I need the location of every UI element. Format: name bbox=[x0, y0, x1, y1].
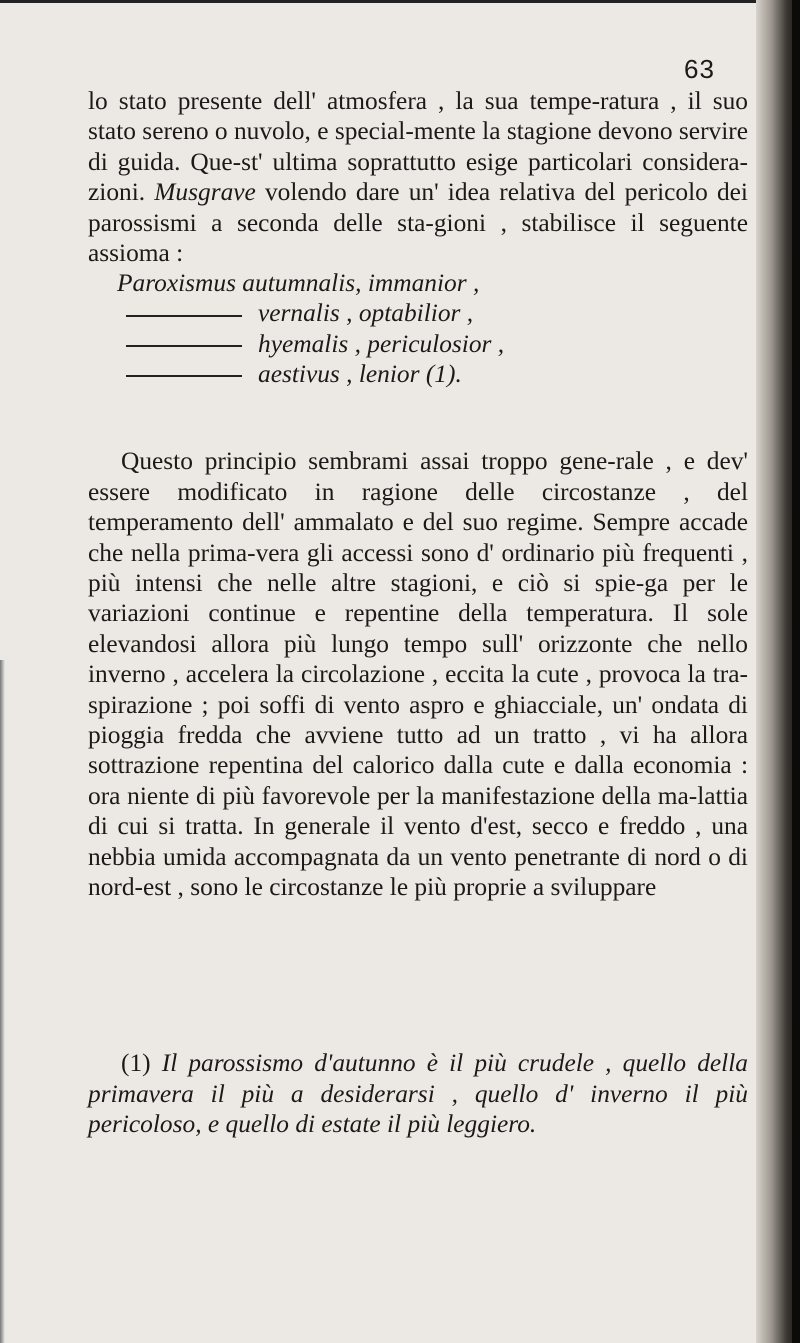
dash-rule bbox=[126, 315, 242, 317]
paragraph-1-text: lo stato presente dell' atmosfera , la sua tempe-ratura , il suo stato sereno o nuvolo, e special-mente la stagione devono servire di guida. Que-st' ultima soprattutto esige particolari considera-zioni. bbox=[88, 87, 748, 207]
paragraph-1b-text: volendo dare un' idea relativa del pericolo dei parossismi a seconda delle sta-gioni , stabilisce il seguente assioma : bbox=[88, 178, 748, 268]
dash-rule bbox=[126, 375, 242, 377]
dash-rule bbox=[126, 345, 242, 347]
paragraph-2-text: Questo principio sembrami assai troppo gene-rale , e dev' essere modificato in ragione delle circostanze , del temperamento dell' ammalato e del suo regime. Sempre accade che nella prima-vera gli accessi sono d' ordinario più frequenti , più intensi che nelle altre stagioni, e ciò si spie-ga per le variazioni continue e repentine della temperatura. Il sole elevandosi allora più lungo tempo sull' orizzonte che nello inverno , accelera la circolazione , eccita la cute , provoca la tra-spirazione ; poi soffi di vento aspro e ghiacciale, un' ondata di pioggia fredda che avviene tutto ad un tratto , vi ha allora sottrazione repentina del calorico dalla cute e dalla economia : ora niente di più favorevole per la manifestazione della ma-lattia di cui si tratta. In generale il vento d'est, secco e freddo , una nebbia umida accompagnata da un vento penetrante di nord o di nord-est , sono le circostanze le più proprie a sviluppare bbox=[88, 447, 748, 902]
author-name: Musgrave bbox=[154, 178, 256, 207]
left-edge-shadow bbox=[0, 660, 5, 1343]
paragraph-2 bbox=[88, 421, 748, 928]
formula-line: vernalis , optabilior , bbox=[88, 298, 748, 328]
footnote-text: Il parossismo d'autunno è il più crudele , quello della primavera il più a desiderarsi , quello d' inverno il più pericoloso, e quello di estate il più leggiero. bbox=[88, 1049, 748, 1139]
top-edge bbox=[0, 0, 760, 3]
formula-line: Paroxismus autumnalis, immanior , bbox=[117, 269, 480, 297]
formula-line: aestivus , lenior (1). bbox=[88, 359, 748, 389]
book-edge bbox=[792, 0, 800, 1343]
axiom-formula bbox=[88, 268, 748, 390]
footnote-marker: (1) bbox=[121, 1049, 151, 1078]
paragraph-1 bbox=[88, 86, 748, 268]
page-number: 63 bbox=[684, 54, 715, 84]
footnote bbox=[88, 1023, 748, 1165]
formula-line: hyemalis , periculosior , bbox=[88, 329, 748, 359]
